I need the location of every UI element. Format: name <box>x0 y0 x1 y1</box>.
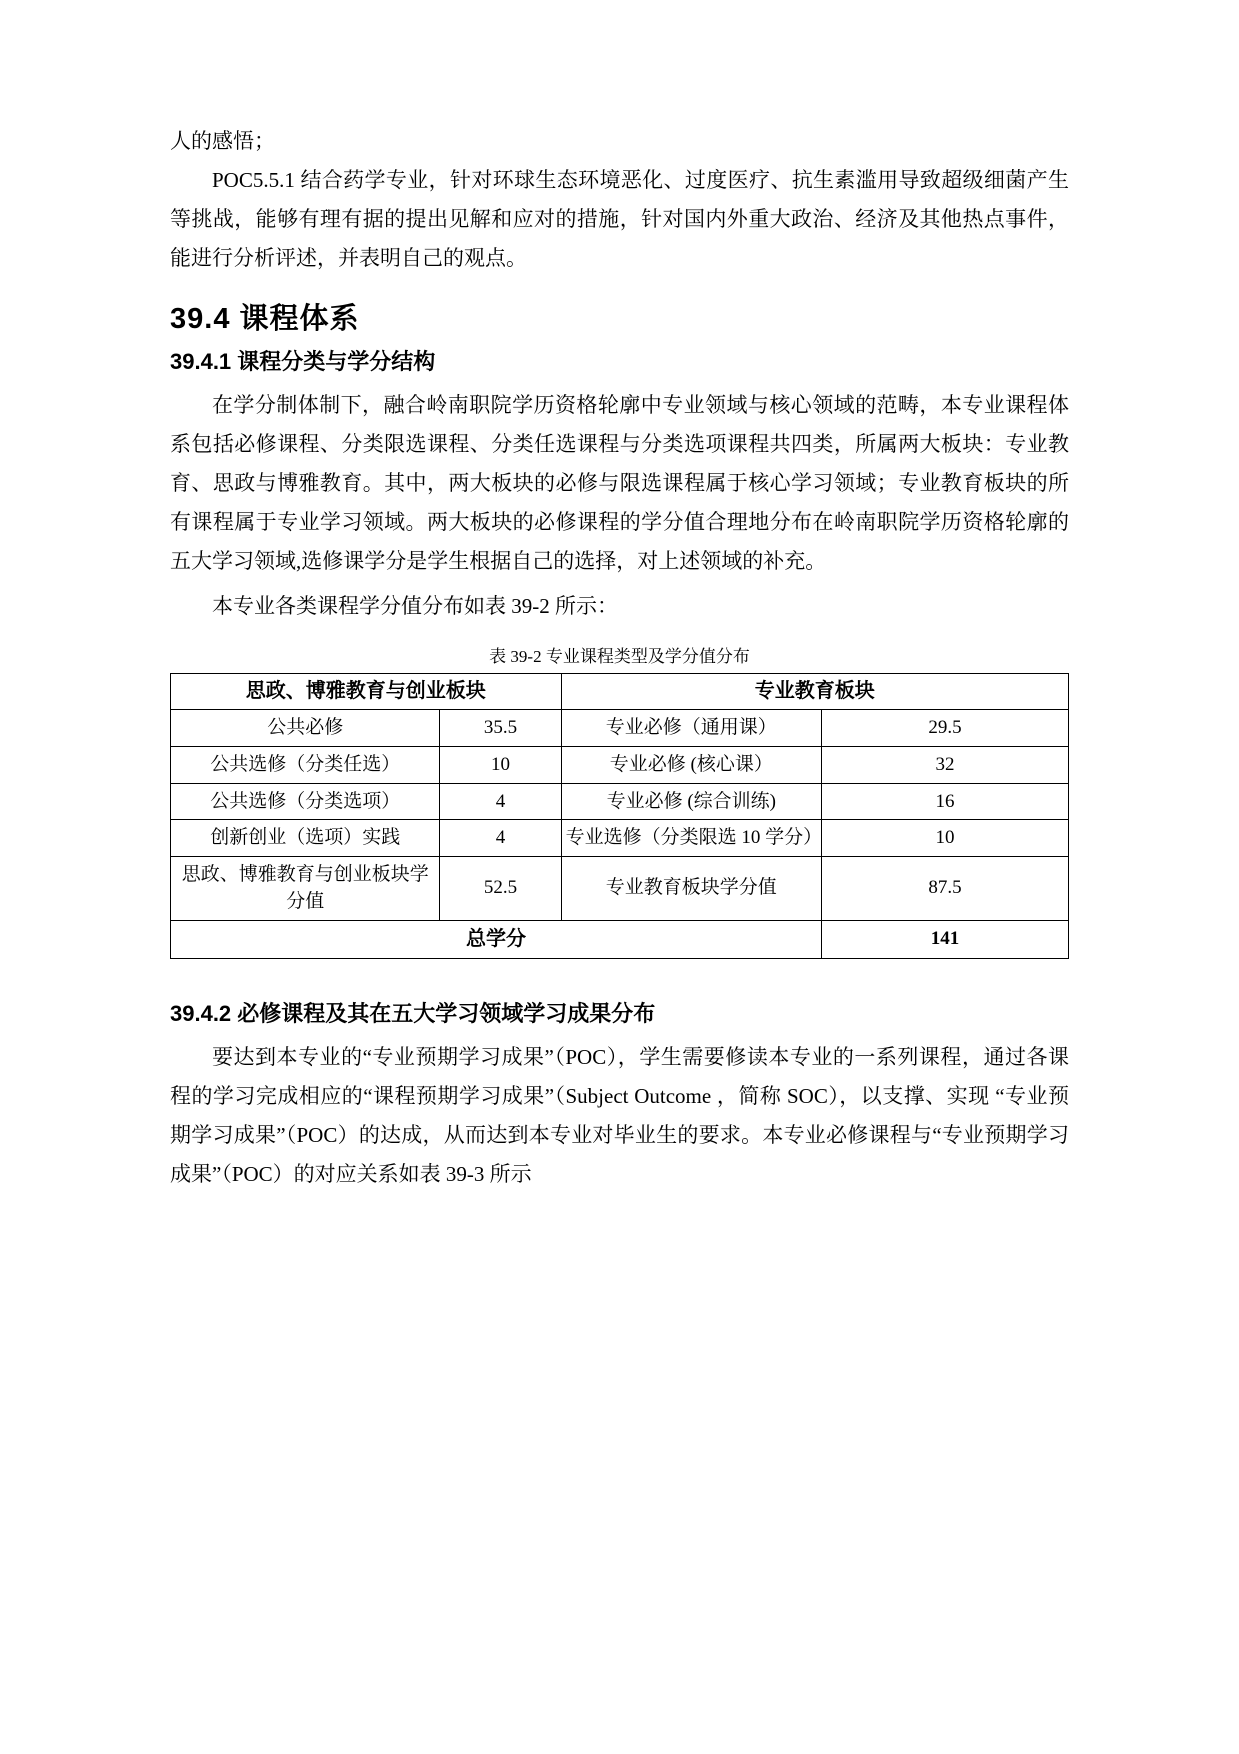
table-cell: 16 <box>822 783 1069 820</box>
table-caption: 表 39-2 专业课程类型及学分值分布 <box>489 647 750 667</box>
table-cell: 专业教育板块学分值 <box>561 856 821 920</box>
table-cell: 52.5 <box>440 856 561 920</box>
table-cell: 思政、博雅教育与创业板块学分值 <box>171 856 440 920</box>
table-cell: 4 <box>440 783 561 820</box>
section-heading-39-4-1: 39.4.1 课程分类与学分结构 <box>170 349 436 375</box>
table-cell: 29.5 <box>822 710 1069 747</box>
table-cell: 公共选修（分类选项） <box>171 783 440 820</box>
table-total-row <box>171 920 1069 958</box>
table-row <box>171 820 1069 857</box>
table-cell: 公共选修（分类任选） <box>171 747 440 784</box>
header-cell-ideology-block: 思政、博雅教育与创业板块 <box>171 674 562 710</box>
poc-paragraph: POC5.5.1 结合药学专业，针对环球生态环境恶化、过度医疗、抗生素滥用导致超级细菌产生等挑战，能够有理有据的提出见解和应对的措施，针对国内外重大政治、经济及其他热点事件，能进行分析评述，并表明自己的观点。 <box>170 168 1069 271</box>
total-credits-label: 总学分 <box>171 920 822 958</box>
section-heading-39-4: 39.4 课程体系 <box>170 303 360 336</box>
credit-distribution-table <box>170 673 1069 958</box>
carryover-line: 人的感悟； <box>170 129 275 153</box>
table-cell: 35.5 <box>440 710 561 747</box>
table-cell: 创新创业（选项）实践 <box>171 820 440 857</box>
table-cell: 32 <box>822 747 1069 784</box>
table-cell: 专业必修 (核心课） <box>561 747 821 784</box>
table-cell: 87.5 <box>822 856 1069 920</box>
table-row <box>171 747 1069 784</box>
table-lead-paragraph: 本专业各类课程学分值分布如表 39-2 所示： <box>212 594 618 619</box>
curriculum-structure-paragraph: 在学分制体制下，融合岭南职院学历资格轮廓中专业领域与核心领域的范畴，本专业课程体系包括必修课程、分类限选课程、分类任选课程与分类选项课程共四类，所属两大板块：专业教育、思政与博雅教育。其中，两大板块的必修与限选课程属于核心学习领域；专业教育板块的所有课程属于专业学习领域。两大板块的必修课程的学分值合理地分布在岭南职院学历资格轮廓的五大学习领域,选修课学分是学生根据自己的选择，对上述领域的补充。 <box>170 393 1069 574</box>
table-row <box>171 710 1069 747</box>
header-cell-professional-block: 专业教育板块 <box>561 674 1068 710</box>
table-row <box>171 783 1069 820</box>
table-cell: 10 <box>440 747 561 784</box>
total-credits-value: 141 <box>822 920 1069 958</box>
table-header-row <box>171 674 1069 710</box>
table-cell: 专业必修（通用课） <box>561 710 821 747</box>
table-cell: 公共必修 <box>171 710 440 747</box>
table-cell: 专业选修（分类限选 10 学分） <box>561 820 821 857</box>
table-cell: 专业必修 (综合训练) <box>561 783 821 820</box>
table-cell: 10 <box>822 820 1069 857</box>
required-courses-paragraph: 要达到本专业的“专业预期学习成果”（POC），学生需要修读本专业的一系列课程，通过各课程的学习完成相应的“课程预期学习成果”（Subject Outcome ，简称 SOC），以支撑、实现 “专业预期学习成果”（POC）的达成，从而达到本专业对毕业生的要求。本专业必修课程与“专业预期学习成果”（POC）的对应关系如表 39-3 所示 <box>170 1044 1069 1186</box>
section-heading-39-4-2: 39.4.2 必修课程及其在五大学习领域学习成果分布 <box>170 1000 656 1026</box>
table-cell: 4 <box>440 820 561 857</box>
table-row <box>171 856 1069 920</box>
